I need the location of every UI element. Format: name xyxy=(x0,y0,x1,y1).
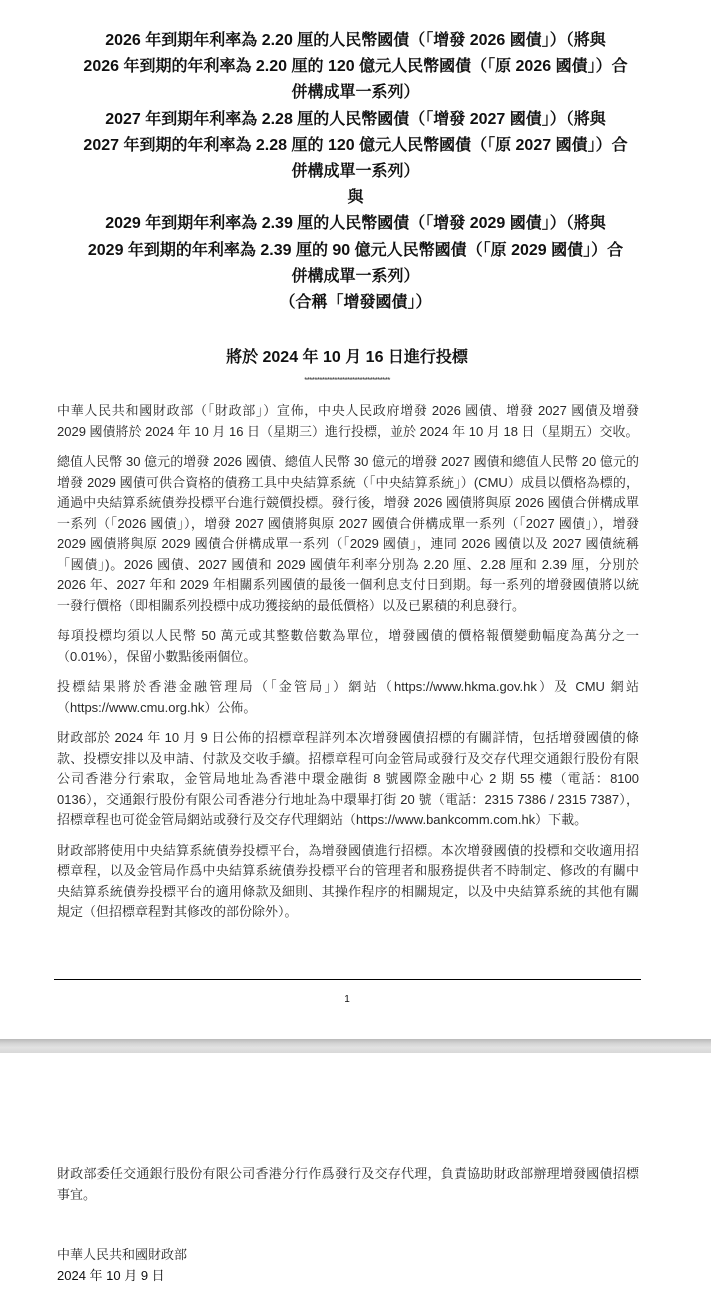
title-line: 2027 年到期的年利率為 2.28 厘的 120 億元人民幣國債（「原 2027 國債」）合 xyxy=(83,136,628,154)
paragraph-announcement: 中華人民共和國財政部（「財政部」）宣佈，中央人民政府增發 2026 國債、增發 2027 國債及增發 2029 國債將於 2024 年 10 月 16 日（星期三）進行投標，並於 2024 年 10 月 18 日（星期五）交收。 xyxy=(57,403,639,439)
title-line: 與 xyxy=(347,189,364,207)
paragraph-tender-details: 總值人民幣 30 億元的增發 2026 國債、總值人民幣 30 億元的增發 2027 國債和總值人民幣 20 億元的增發 2029 國債可供合資格的債務工具中央結算系統（「中央結算系統」）(CMU）成員以價格為標的，通過中央結算系統債券投標平台進行競價投標。發行後，增發 2026 國債將與原 2026 國債合併構成單一系列（「2026 國債」），增發 2027 國債將與原 2027 國債合併構成單一系列（「2027 國債」），增發 2029 國債將與原 2029 國債合併構成單一系列（「2029 國債」，連同 2026 國債以及 2027 國債統稱「國債」)。2026 國債、2027 國債和 2029 國債年利率分別為 2.20 厘、2.28 厘和 2.39 厘，分別於 2026 年、2027 年和 2029 年相關系列國債的最後一個利息支付日到期。每一系列的增發國債將以統一發行價格（即相關系列投標中成功獲接納的最低價格）以及已累積的利息發行。 xyxy=(57,454,639,613)
paragraph-results-publication: 投標結果將於香港金融管理局（「金管局」）網站（https://www.hkma.gov.hk）及 CMU 網站（https://www.cmu.org.hk）公佈。 xyxy=(57,679,639,715)
title-line: 2029 年到期的年利率為 2.39 厘的 90 億元人民幣國債（「原 2029 國債」）合 xyxy=(87,241,624,259)
paragraph-bid-units: 每項投標均須以人民幣 50 萬元或其整數倍數為單位，增發國債的價格報價變動幅度為萬分之一（0.01%），保留小數點後兩個位。 xyxy=(57,628,639,664)
title-line: 併構成單一系列） xyxy=(291,163,420,181)
page-number: 1 xyxy=(344,994,350,1005)
tender-date-heading: 將於 2024 年 10 月 16 日進行投標 xyxy=(226,349,468,366)
signature-block xyxy=(57,1244,187,1286)
title-line: 併構成單一系列） xyxy=(291,84,420,102)
issuer-name: 中華人民共和國財政部 xyxy=(57,1247,188,1262)
title-line: 2027 年到期年利率為 2.28 厘的人民幣國債（「增發 2027 國債」）（將與 xyxy=(105,110,606,128)
title-line: 併構成單一系列） xyxy=(291,267,420,285)
paragraph-agent-appointment: 財政部委任交通銀行股份有限公司香港分行作爲發行及交存代理，負責協助財政部辦理增發國債招標事宜。 xyxy=(57,1166,639,1202)
document-title xyxy=(40,28,671,316)
title-line: （合稱「增發國債」） xyxy=(279,294,432,312)
title-line: 2026 年到期年利率為 2.20 厘的人民幣國債（「增發 2026 國債」）（將與 xyxy=(105,32,606,49)
asterisk-separator: ********************************** xyxy=(304,376,390,385)
title-line: 2026 年到期的年利率為 2.20 厘的 120 億元人民幣國債（「原 2026 國債」）合 xyxy=(83,58,628,76)
page2-body xyxy=(57,1164,639,1215)
page-break-separator xyxy=(0,1039,711,1053)
issue-date: 2024 年 10 月 9 日 xyxy=(57,1268,165,1283)
announcement-body xyxy=(57,401,639,933)
paragraph-cmu-platform: 財政部將使用中央結算系統債券投標平台，為增發國債進行招標。本次增發國債的投標和交收適用招標章程，以及金管局作爲中央結算系統債券投標平台的管理者和服務提供者不時制定、修改的有關中央結算系統債券投標平台的適用條款及細則、其操作程序的相關規定，以及中央結算系統的其他有關規定（但招標章程對其修改的部份除外）。 xyxy=(57,842,639,919)
paragraph-tender-rules: 財政部於 2024 年 10 月 9 日公佈的招標章程詳列本次增發國債招標的有關詳情，包括增發國債的條款、投標安排以及申請、付款及交收手續。招標章程可向金管局或發行及交存代理交通銀行股份有限公司香港分行索取，金管局地址為香港中環金融街 8 號國際金融中心 2 期 55 樓（電話：8100 0136），交通銀行股份有限公司香港分行地址為中環畢打街 20 號（電話：2315 7386 / 2315 7387），招標章程也可從金管局網站或發行及交存代理網站（https://www.bankcomm.com.hk）下載。 xyxy=(57,730,639,827)
title-line: 2029 年到期年利率為 2.39 厘的人民幣國債（「增發 2029 國債」）（將與 xyxy=(105,215,606,233)
footer-divider xyxy=(54,979,641,980)
